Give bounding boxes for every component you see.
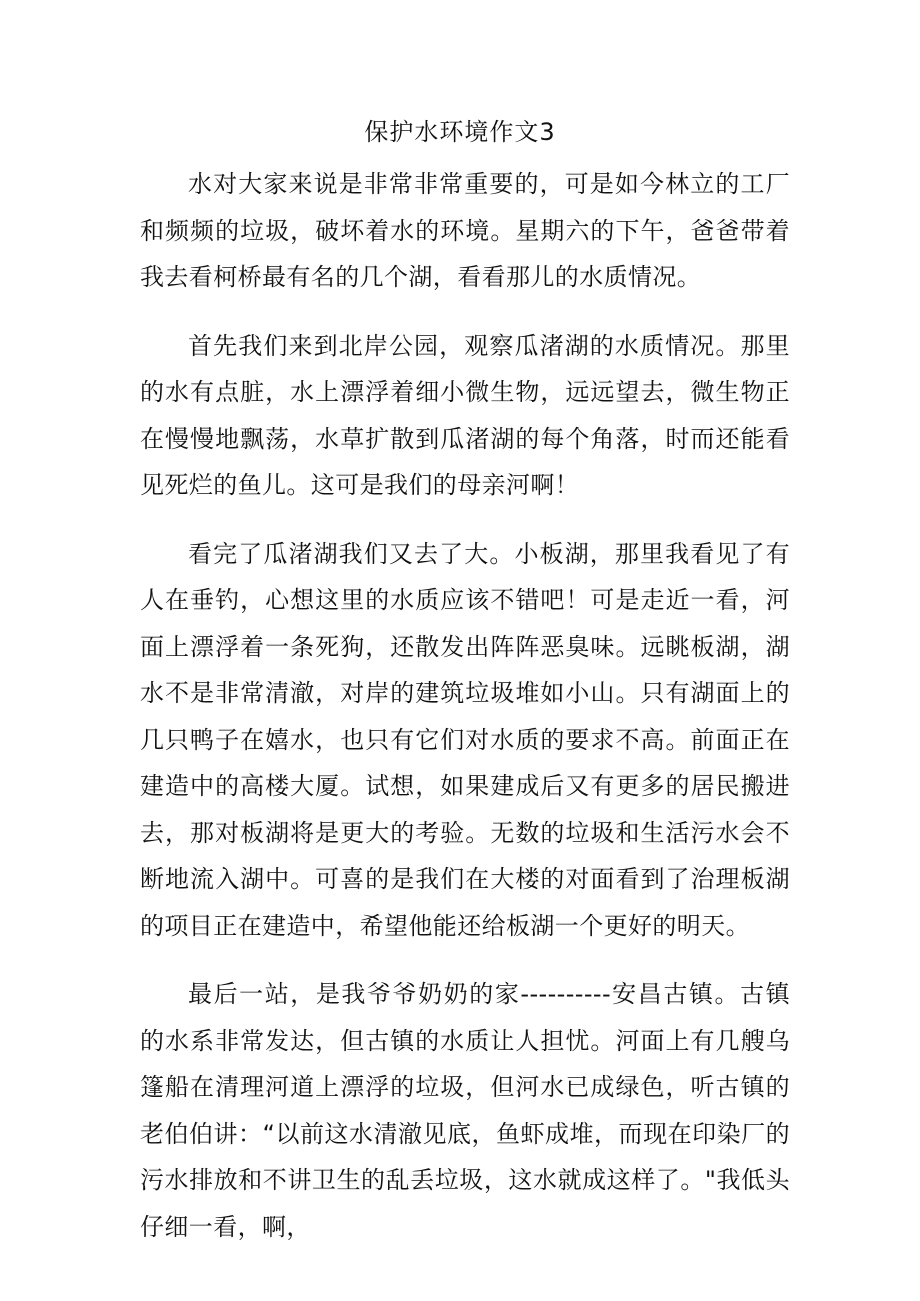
- paragraph: 水对大家来说是非常非常重要的，可是如今林立的工厂和频频的垃圾，破坏着水的环境。星期六的下午，爸爸带着我去看柯桥最有名的几个湖，看看那儿的水质情况。: [140, 170, 790, 291]
- essay-body: [140, 161, 790, 1272]
- paragraph: 最后一站，是我爷爷奶奶的家----------安昌古镇。古镇的水系非常发达，但古镇的水质让人担忧。河面上有几艘乌篷船在清理河道上漂浮的垃圾，但河水已成绿色，听古镇的老伯伯讲：“以前这水清澈见底，鱼虾成堆，而现在印染厂的污水排放和不讲卫生的乱丢垃圾，这水就成这样了。"我低头仔细一看，啊，: [140, 980, 790, 1241]
- paragraph: 看完了瓜渚湖我们又去了大。小板湖，那里我看见了有人在垂钓，心想这里的水质应该不错吧！可是走近一看，河面上漂浮着一条死狗，还散发出阵阵恶臭味。远眺板湖，湖水不是非常清澈，对岸的建筑垃圾堆如小山。只有湖面上的几只鸭子在嬉水，也只有它们对水质的要求不高。前面正在建造中的高楼大厦。试想，如果建成后又有更多的居民搬进去，那对板湖将是更大的考验。无数的垃圾和生活污水会不断地流入湖中。可喜的是我们在大楼的对面看到了治理板湖的项目正在建造中，希望他能还给板湖一个更好的明天。: [140, 539, 790, 940]
- essay-title: 保护水环境作文3: [364, 118, 556, 146]
- paragraph: 首先我们来到北岸公园，观察瓜渚湖的水质情况。那里的水有点脏，水上漂浮着细小微生物，远远望去，微生物正在慢慢地飘荡，水草扩散到瓜渚湖的每个角落，时而还能看见死烂的鱼儿。这可是我们的母亲河啊！: [140, 331, 790, 499]
